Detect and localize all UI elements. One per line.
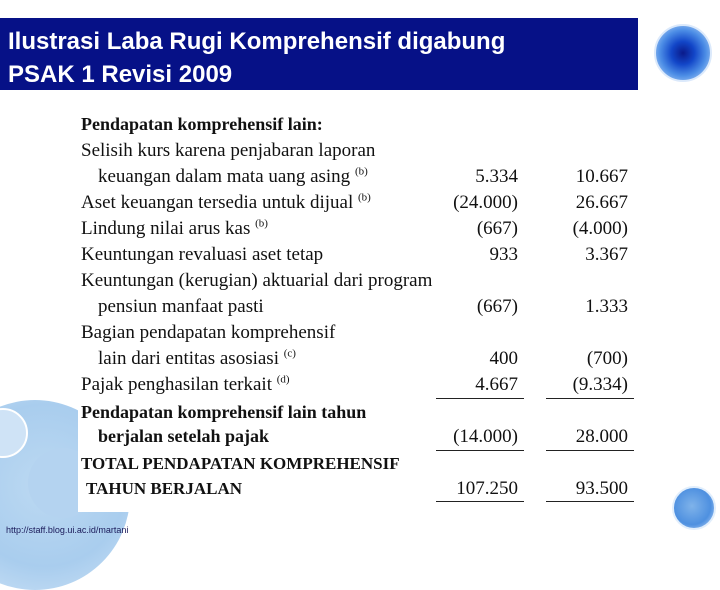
total-current-year: 107.250	[456, 478, 518, 499]
table-row	[78, 294, 640, 319]
blue-orb-icon	[654, 24, 712, 82]
subtotal-label-line-1: Pendapatan komprehensif lain tahun	[81, 402, 367, 422]
income-statement-table	[78, 110, 640, 512]
value-prior-year: 26.667	[575, 192, 628, 213]
total-prior-year: 93.500	[575, 478, 628, 499]
slide-title-line-2: PSAK 1 Revisi 2009	[8, 61, 233, 88]
subtotal-label-line-2: berjalan setelah pajak	[98, 426, 269, 446]
row-label: Lindung nilai arus kas $^{(b)}$	[81, 217, 268, 239]
total-double-rule	[436, 501, 524, 502]
table-row	[78, 242, 640, 267]
table-row	[78, 138, 640, 163]
total-row	[78, 476, 640, 501]
table-row	[78, 216, 640, 241]
row-label: Bagian pendapatan komprehensif	[81, 322, 336, 343]
footer-url[interactable]: http://staff.blog.ui.ac.id/martani	[6, 525, 129, 535]
value-prior-year: (700)	[586, 348, 628, 369]
row-label: Keuntungan revaluasi aset tetap	[81, 244, 324, 265]
row-label: Keuntungan (kerugian) aktuarial dari program	[81, 270, 433, 291]
table-row	[78, 372, 640, 397]
footnote-marker: (c)	[283, 347, 296, 360]
subtotal-row	[78, 400, 640, 425]
value-current-year: 400	[489, 348, 518, 369]
subtotal-current-year: (14.000)	[453, 426, 518, 447]
value-prior-year: (4.000)	[572, 218, 628, 239]
value-prior-year: 3.367	[585, 244, 628, 265]
table-row	[78, 346, 640, 371]
slide-title-bar	[0, 18, 638, 90]
row-label: Selisih kurs karena penjabaran laporan	[81, 140, 376, 161]
row-label: keuangan dalam mata uang asing $^{(b)}$	[98, 165, 368, 187]
total-label-line-2: TAHUN BERJALAN	[86, 479, 243, 498]
total-label-line-1: TOTAL PENDAPATAN KOMPREHENSIF	[81, 454, 400, 473]
value-current-year: (24.000)	[453, 192, 518, 213]
row-label: Pajak penghasilan terkait $^{(d)}$	[81, 373, 290, 395]
table-row	[78, 268, 640, 293]
statement-header-row	[78, 112, 640, 137]
footnote-marker: (b)	[358, 191, 371, 204]
total-double-rule	[546, 501, 634, 502]
value-current-year: 4.667	[475, 374, 518, 395]
subtotal-rule	[546, 398, 634, 399]
total-row	[78, 451, 640, 476]
table-row	[78, 190, 640, 215]
value-current-year: (667)	[476, 218, 518, 239]
table-row	[78, 320, 640, 345]
table-row	[78, 164, 640, 189]
statement-header: Pendapatan komprehensif lain:	[81, 114, 323, 134]
row-label: pensiun manfaat pasti	[98, 296, 264, 317]
row-label: lain dari entitas asosiasi $^{(c)}$	[98, 347, 296, 369]
row-label: Aset keuangan tersedia untuk dijual $^{(b)}$	[81, 191, 371, 213]
slide-title-line-1: Ilustrasi Laba Rugi Komprehensif digabung	[8, 28, 506, 55]
footnote-marker: (b)	[255, 217, 268, 230]
footnote-marker: (d)	[276, 373, 290, 386]
value-prior-year: 1.333	[585, 296, 628, 317]
blue-orb-small-icon	[672, 486, 716, 530]
subtotal-prior-year: 28.000	[575, 426, 628, 447]
value-current-year: (667)	[476, 296, 518, 317]
value-prior-year: (9.334)	[572, 374, 628, 395]
footnote-marker: (b)	[354, 165, 368, 178]
value-current-year: 933	[489, 244, 518, 265]
subtotal-row	[78, 424, 640, 449]
value-prior-year: 10.667	[575, 166, 628, 187]
subtotal-rule	[436, 398, 524, 399]
value-current-year: 5.334	[475, 166, 518, 187]
